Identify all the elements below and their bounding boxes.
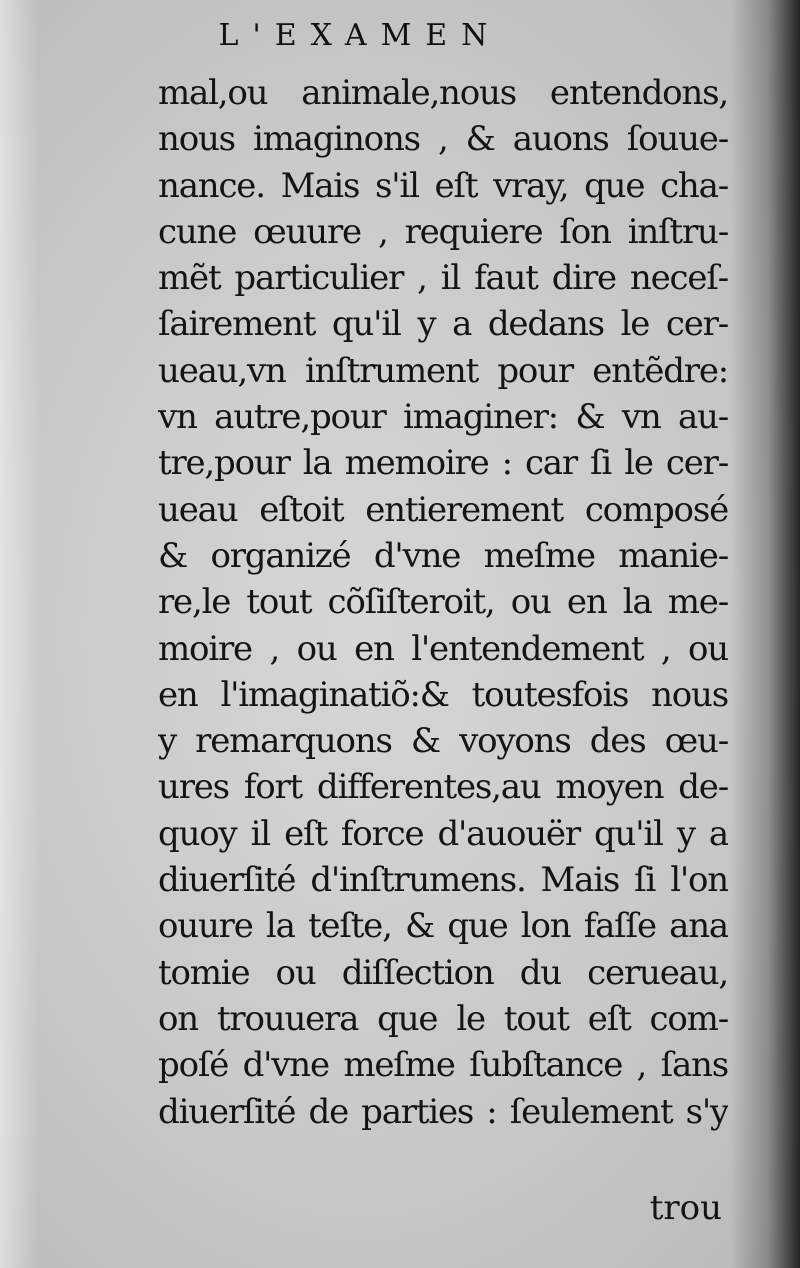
text-line: ſairement qu'il y a dedans le cer- bbox=[158, 304, 728, 345]
text-line: y remarquons & voyons des œu- bbox=[158, 721, 728, 762]
text-line: mẽt particulier , il faut dire neceſ- bbox=[158, 258, 728, 299]
text-line: tre,pour la memoire : car ſi le cer- bbox=[158, 443, 728, 484]
text-line: nous imaginons , & auons ſouue- bbox=[158, 119, 728, 160]
binding-shadow bbox=[730, 0, 800, 1268]
text-line: moire , ou en l'entendement , ou bbox=[158, 628, 728, 669]
text-line: diuerſité d'inſtrumens. Mais ſi l'on bbox=[158, 860, 728, 901]
text-line: ueau eſtoit entierement composé bbox=[158, 489, 728, 530]
text-line: cune œuure , requiere ſon inſtru- bbox=[158, 211, 728, 252]
text-line: quoy il eſt force d'auouër qu'il y a bbox=[158, 813, 728, 854]
text-line: ures fort differentes,au moyen de- bbox=[158, 767, 728, 808]
text-line: nance. Mais s'il eſt vray, que cha- bbox=[158, 165, 728, 206]
page-edge-highlight bbox=[0, 0, 40, 1268]
text-line: mal,ou animale,nous entendons, bbox=[158, 73, 728, 113]
text-line: poſé d'vne meſme ſubſtance , ſans bbox=[158, 1045, 728, 1086]
running-head: L'EXAMEN bbox=[218, 18, 502, 53]
catchword: trou bbox=[649, 1188, 722, 1228]
text-line: ouure la teſte, & que lon faſſe ana bbox=[158, 906, 728, 947]
text-line: vn autre,pour imaginer: & vn au- bbox=[158, 397, 728, 438]
text-line: re,le tout cõſiſteroit, ou en la me- bbox=[158, 582, 728, 623]
text-line: tomie ou diſſection du cerueau, bbox=[158, 952, 728, 993]
text-line: en l'imaginatiõ:& toutesfois nous bbox=[158, 674, 728, 715]
text-line: on trouuera que le tout eſt com- bbox=[158, 998, 728, 1039]
text-line: diuerſité de parties : ſeulement s'y bbox=[158, 1091, 728, 1132]
text-line: ueau,vn inſtrument pour entẽdre: bbox=[158, 350, 728, 391]
body-text bbox=[158, 70, 728, 1135]
text-line: & organizé d'vne meſme manie- bbox=[158, 535, 728, 576]
